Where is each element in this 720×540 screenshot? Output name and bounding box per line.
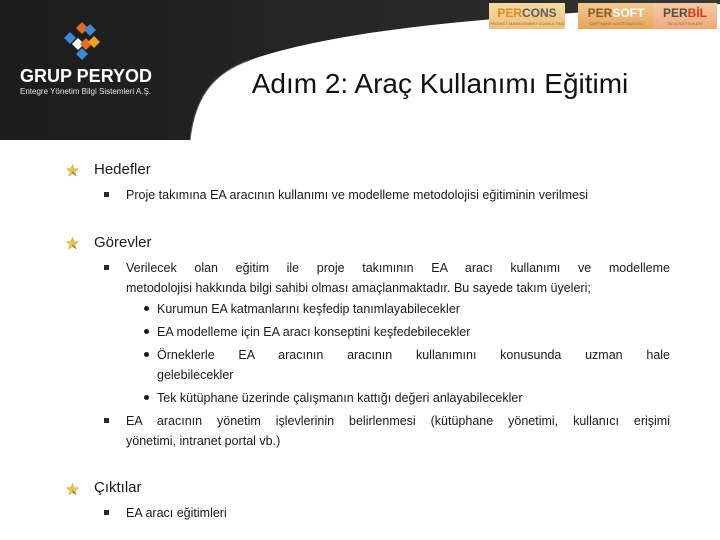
section-heading-ciktilar: Çıktılar — [94, 479, 142, 496]
square-bullet-icon — [104, 192, 109, 197]
round-bullet-icon — [144, 306, 149, 311]
brand-badge-persoft: PERSOFT SOFTWARE & AUTOMATION — [578, 3, 654, 29]
square-bullet-icon — [104, 510, 109, 515]
round-bullet-icon — [144, 395, 149, 400]
sub-list-item: Kurumun EA katmanlarını keşfedip tanımlayabilecekler — [157, 302, 460, 316]
star-bullet-icon — [66, 483, 79, 496]
list-item-line: yönetimi, intranet portal vb.) — [126, 434, 281, 448]
sub-list-item: EA modelleme için EA aracı konseptini keşfedebilecekler — [157, 325, 471, 339]
list-item-line: metodolojisi hakkında bilgi sahibi olması amaçlanmaktadır. Bu sayede takım üyeleri; — [126, 281, 591, 295]
square-bullet-icon — [104, 418, 109, 423]
list-item: EA aracı eğitimleri — [126, 506, 227, 520]
square-bullet-icon — [104, 265, 109, 270]
section-heading-hedefler: Hedefler — [94, 161, 151, 178]
brand-badge-perbil: PERBİL BİLGİ SİSTEMLERİ — [653, 3, 717, 29]
slide-title: Adım 2: Araç Kullanımı Eğitimi — [251, 68, 629, 99]
list-item-line: Verilecek olan eğitim ile proje takımının EA aracı kullanımı ve modelleme — [126, 261, 670, 275]
logo-name: GRUP PERYOD — [20, 66, 153, 86]
brand-badge-percons: PERCONS PROJECT MANAGEMENT CONSULTING — [489, 3, 565, 29]
section-heading-gorevler: Görevler — [94, 234, 152, 251]
list-item-line: EA aracının yönetim işlevlerinin belirlenmesi (kütüphane yönetimi, kullanıcı erişimi — [126, 414, 670, 428]
sub-list-item: Tek kütüphane üzerinde çalışmanın kattığı değeri anlayabilecekler — [157, 391, 523, 405]
list-item: Proje takımına EA aracının kullanımı ve modelleme metodolojisi eğitiminin verilmesi — [126, 188, 588, 202]
star-bullet-icon — [66, 164, 79, 177]
sub-list-item-continuation: gelebilecekler — [157, 368, 234, 382]
round-bullet-icon — [144, 329, 149, 334]
round-bullet-icon — [144, 352, 149, 357]
star-bullet-icon — [66, 237, 79, 250]
sub-list-item: Örneklerle EA aracının aracının kullanımını konusunda uzman hale — [157, 348, 670, 362]
logo-tagline: Entegre Yönetim Bilgi Sistemleri A.Ş. — [20, 87, 152, 96]
